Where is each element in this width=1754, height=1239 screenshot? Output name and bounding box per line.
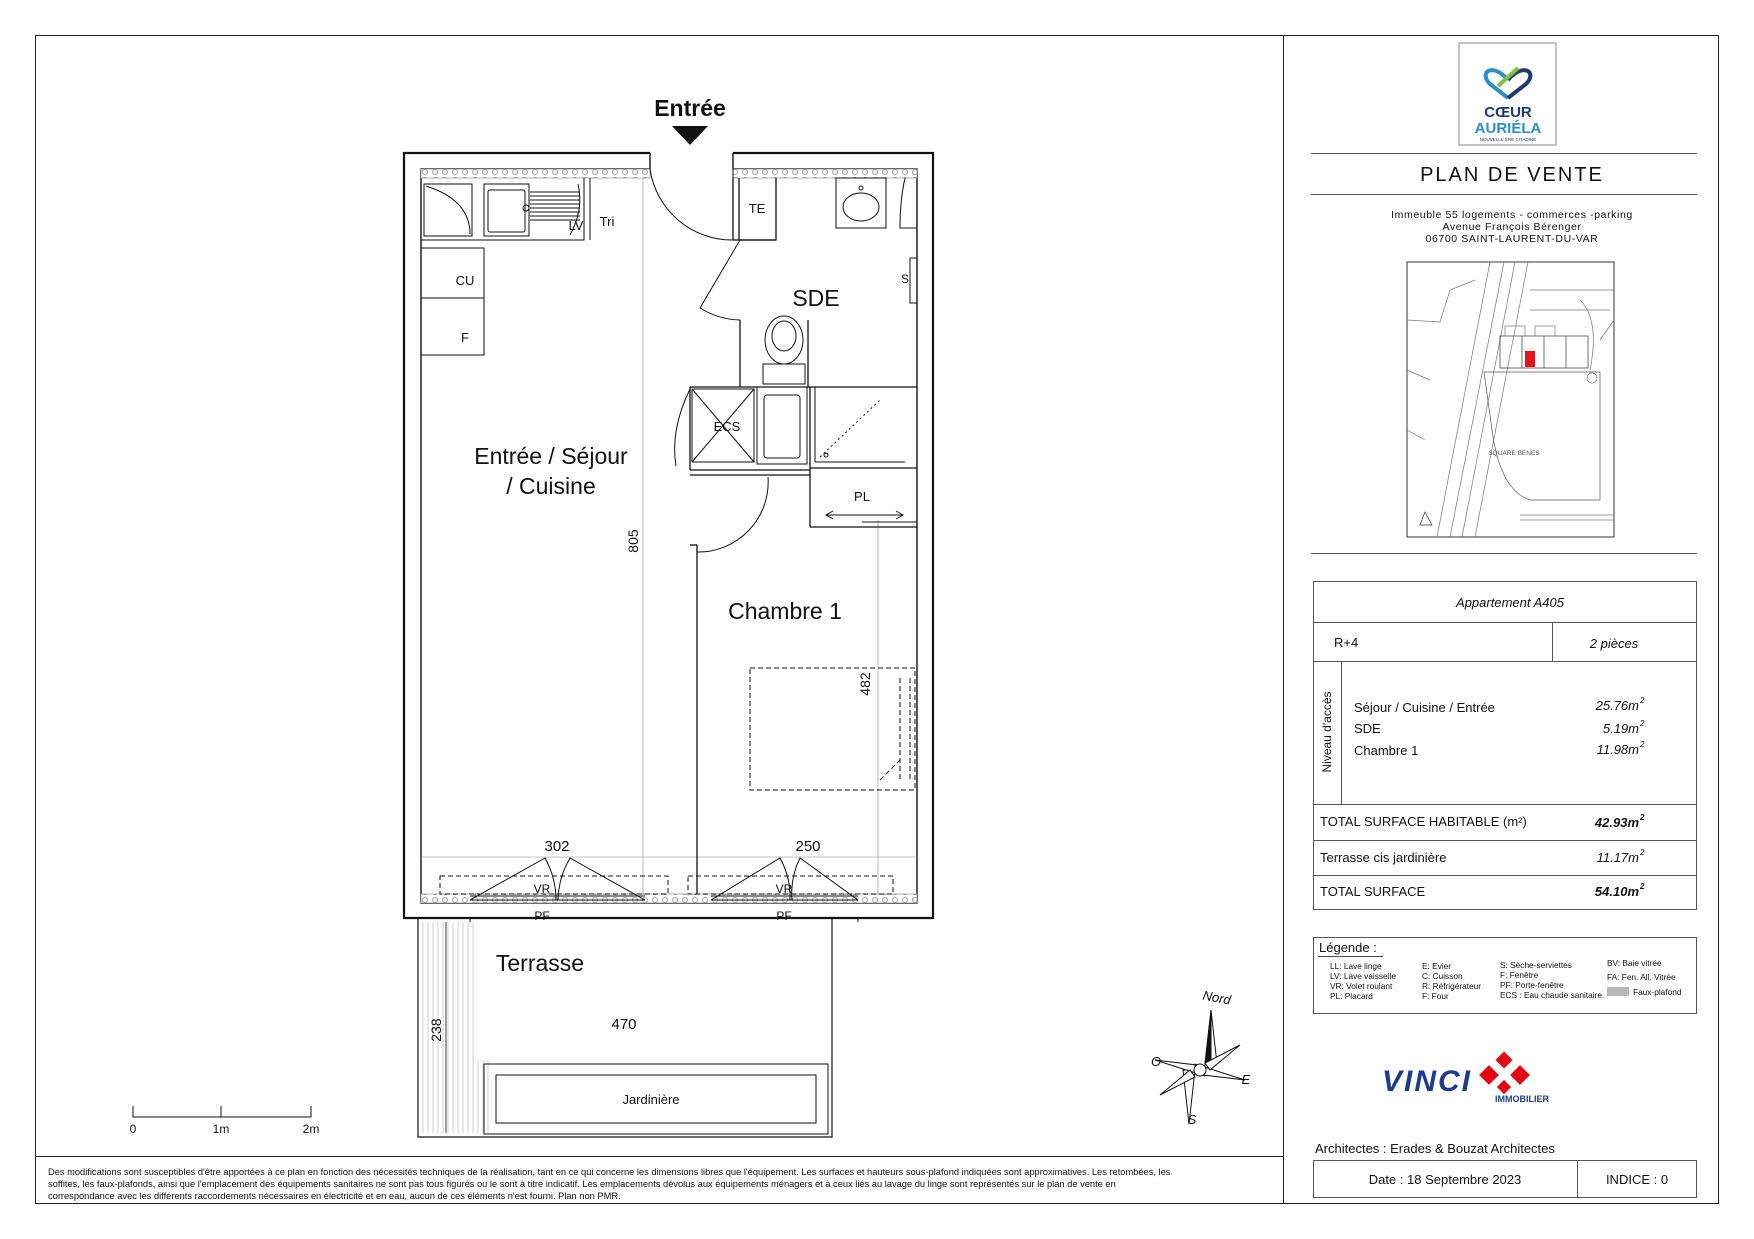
living-label-line1: Entrée / Séjour — [474, 443, 628, 469]
scale-0: 0 — [129, 1122, 137, 1136]
apartment-name: Appartement A405 — [1456, 595, 1564, 610]
date: Date : 18 Septembre 2023 — [1368, 1172, 1522, 1187]
legend-bv: BV: Baie vitrée — [1607, 958, 1662, 968]
legend-e: E: Evier — [1422, 961, 1452, 971]
compass-south: S — [1187, 1112, 1197, 1127]
room-1-name: Séjour / Cuisine / Entrée — [1354, 700, 1495, 715]
legend-title: Légende : — [1319, 940, 1377, 955]
legend-vr: VR: Volet roulant — [1330, 981, 1393, 991]
dim-bedroom-depth: 482 — [857, 672, 873, 696]
legend-ecs: ECS : Eau chaude sanitaire — [1500, 990, 1602, 1000]
brand-tagline: NOUVELLE ÈRE CITADINE — [1479, 137, 1537, 142]
room-1-sup: 2 — [1640, 696, 1645, 705]
site-map — [1407, 262, 1614, 537]
site-map-highlight — [1525, 351, 1535, 367]
room-3-area: 11.98m — [1596, 742, 1639, 757]
terrace-area-value: 11.17m — [1596, 850, 1639, 865]
brand-line2: AURIÉLA — [1474, 120, 1542, 137]
vr-label-2: VR — [775, 882, 793, 896]
insulation-band-top-right — [733, 169, 917, 178]
legend-fenetre: F: Fenêtre — [1500, 970, 1539, 980]
disclaimer-line-1: Des modifications sont susceptibles d'être apportées à ce plan en fonction des nécessités techniques de la réalisation, tant en ce qui concerne les dimensions libres que l'équipement. Les surfaces et hauteurs sous-plafond indiquées sont approximatives. Les retombées, les — [48, 1167, 1171, 1177]
bed — [750, 668, 915, 790]
room-1-area: 25.76m — [1595, 698, 1639, 713]
sheet-title: PLAN DE VENTE — [1420, 164, 1604, 186]
room-3-name: Chambre 1 — [1354, 743, 1419, 758]
architects: Architectes : Erades & Bouzat Architectes — [1315, 1141, 1555, 1156]
legend-faux-plafond-swatch — [1607, 987, 1629, 996]
ceiling-guides — [421, 178, 917, 894]
insulation-band-bottom — [421, 894, 917, 903]
total-sup: 2 — [1640, 882, 1645, 891]
living-label-line2: / Cuisine — [506, 473, 596, 499]
room-2-area: 5.19m — [1602, 721, 1639, 736]
dim-terrace-width: 470 — [611, 1016, 637, 1033]
exterior-walls — [404, 153, 933, 918]
s-label: S — [900, 272, 910, 286]
dim-living-depth: 805 — [625, 529, 641, 553]
scale-1m: 1m — [212, 1122, 230, 1136]
legend-r: R: Réfrigérateur — [1422, 981, 1482, 991]
address-line-2: Avenue François Bérenger — [1442, 221, 1582, 233]
sde-door — [700, 240, 740, 320]
sde-label: SDE — [792, 285, 840, 311]
terrace-area-sup: 2 — [1640, 848, 1645, 857]
legend-ll: LL: Lave linge — [1330, 961, 1382, 971]
total-habitable-sup: 2 — [1640, 813, 1645, 822]
dim-bedroom-width: 250 — [795, 838, 821, 855]
vr-label-1: VR — [533, 882, 551, 896]
legend-pl: PL: Placard — [1330, 991, 1373, 1001]
bedroom-label: Chambre 1 — [728, 598, 842, 624]
entry-label: Entrée — [654, 95, 726, 121]
total-label: TOTAL SURFACE — [1320, 884, 1426, 899]
compass-west: O — [1150, 1054, 1162, 1069]
dim-living-width: 302 — [544, 838, 570, 855]
scale-bar — [133, 1106, 311, 1117]
pl-label: PL — [854, 489, 870, 504]
pf-label-1: PF — [534, 909, 550, 923]
disclaimer-line-2: soffites, les faux-plafonds, ainsi que l'emplacement des équipements sanitaires ne sont pas tous figurés ou le sont à titre indicatif. Les emplacements dévolus aux équipements ménagers et à ceux liés au lavage du linge sont représentés sur le plan de vente en — [48, 1179, 1116, 1189]
planter-label: Jardinière — [622, 1092, 680, 1107]
legend-fa: FA: Fen. All. Vitrée — [1607, 972, 1676, 982]
brand-line1: CŒUR — [1484, 104, 1532, 121]
cu-label: CU — [455, 273, 475, 288]
room-2-sup: 2 — [1640, 719, 1645, 728]
entry-door — [650, 169, 733, 240]
kitchen-counter — [421, 178, 584, 355]
legend-entries — [1330, 958, 1682, 1001]
total-habitable-label: TOTAL SURFACE HABITABLE (m²) — [1320, 814, 1527, 829]
room-3-sup: 2 — [1640, 740, 1645, 749]
dim-terrace-depth: 238 — [428, 1018, 444, 1042]
legend-lv: LV: Lave vaisselle — [1330, 971, 1396, 981]
total-habitable-value: 42.93m — [1594, 815, 1639, 830]
terrace-label: Terrasse — [495, 950, 585, 976]
vinci-sub: IMMOBILIER — [1495, 1094, 1549, 1104]
entry-arrow-icon — [672, 126, 708, 145]
bedroom-door — [697, 477, 768, 552]
legend-faux-plafond: Faux-plafond — [1633, 987, 1682, 997]
access-label: Niveau d'accès — [1320, 691, 1334, 773]
te-label: TE — [748, 201, 766, 216]
index: INDICE : 0 — [1605, 1172, 1669, 1187]
legend-c: C: Cuisson — [1422, 971, 1463, 981]
scale-2m: 2m — [302, 1122, 320, 1136]
lv-label: LV — [568, 218, 584, 233]
legend-pf: PF: Porte-fenêtre — [1500, 980, 1564, 990]
pf-label-2: PF — [776, 909, 792, 923]
address-line-3: 06700 SAINT-LAURENT-DU-VAR — [1425, 233, 1599, 245]
address-line-1: Immeuble 55 logements - commerces -parking — [1391, 209, 1633, 221]
ecs-label: ECS — [713, 419, 741, 434]
room-2-name: SDE — [1354, 721, 1381, 736]
sde-fixtures — [675, 178, 917, 466]
apartment-rooms-count: 2 pièces — [1589, 636, 1639, 651]
compass-east: E — [1241, 1072, 1251, 1087]
f-label: F — [461, 330, 469, 345]
tri-label: Tri — [599, 214, 615, 229]
vinci-logo — [1382, 1052, 1550, 1104]
legend-s: S: Sèche-serviettes — [1500, 960, 1572, 970]
disclaimer-line-3: correspondance avec les différents raccordements nécessaires en électricité et en eau, aucun de ces éléments n'est fourni. Plan non PMR. — [48, 1191, 621, 1201]
compass-north: Nord — [1201, 987, 1232, 1008]
insulation-band-top-left — [421, 169, 650, 178]
legend-four: F: Four — [1422, 991, 1449, 1001]
vinci-name: VINCI — [1381, 1065, 1472, 1098]
closet — [826, 511, 917, 522]
site-map-label: SQUARE BENES — [1488, 450, 1540, 457]
terrace-area-label: Terrasse cis jardinière — [1320, 850, 1447, 865]
total-value: 54.10m — [1594, 884, 1639, 899]
apartment-level: R+4 — [1334, 635, 1359, 650]
compass-rose-icon — [1155, 1010, 1245, 1124]
